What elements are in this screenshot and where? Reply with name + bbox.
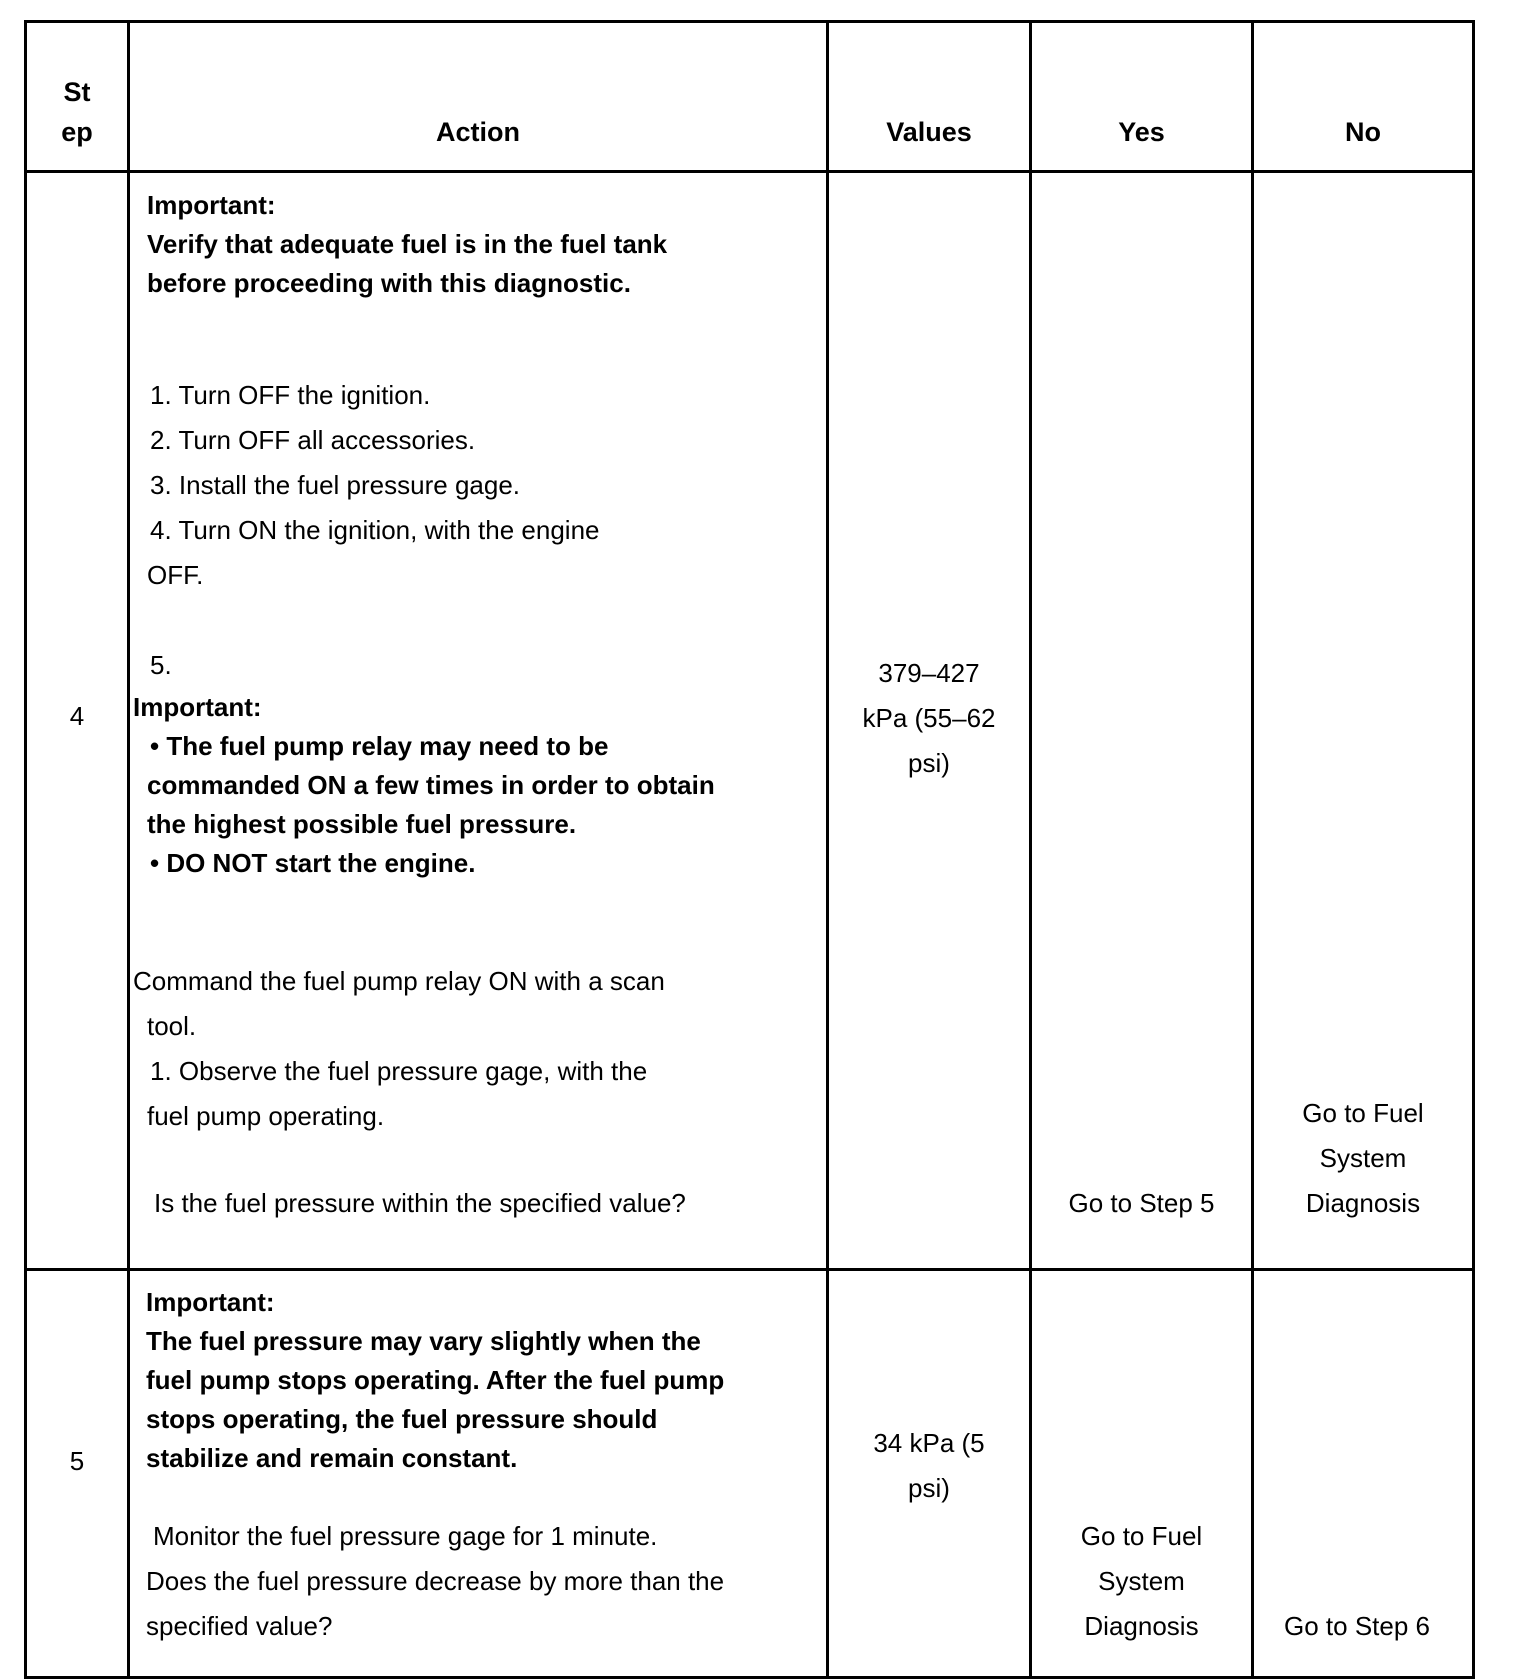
- values-cell: [828, 1270, 1031, 1678]
- procedure-step-number: 5.: [150, 650, 172, 680]
- no-cell: [1253, 172, 1474, 1270]
- header-action: Action: [129, 22, 828, 172]
- important-label: Important:: [146, 1287, 275, 1317]
- command-text-cont: tool.: [147, 1011, 197, 1041]
- yes-action-line: Diagnosis: [1084, 1611, 1199, 1641]
- value-line: 34 kPa (5: [873, 1428, 985, 1458]
- procedure-step: 3. Install the fuel pressure gage.: [150, 470, 521, 500]
- no-action-line: Diagnosis: [1305, 1188, 1421, 1218]
- values-cell: [828, 172, 1031, 1270]
- no-cell: [1253, 1270, 1474, 1678]
- command-text: Command the fuel pump relay ON with a scan: [133, 966, 665, 996]
- important-bullet: • The fuel pump relay may need to be: [150, 731, 609, 761]
- no-action-line: Go to Fuel: [1302, 1098, 1424, 1128]
- step-number: 5: [69, 1446, 85, 1476]
- important-text-line: stops operating, the fuel pressure should: [146, 1404, 658, 1434]
- value-line: psi): [908, 1473, 950, 1503]
- header-values: Values: [828, 22, 1031, 172]
- step-number: 4: [69, 701, 85, 731]
- important-text-line: fuel pump stops operating. After the fuel pump: [146, 1365, 725, 1395]
- important-text-line: before proceeding with this diagnostic.: [147, 268, 631, 298]
- important-label: Important:: [147, 190, 276, 220]
- value-line: kPa (55–62: [862, 703, 996, 733]
- question-text: Does the fuel pressure decrease by more than the: [146, 1566, 725, 1596]
- procedure-step: 1. Turn OFF the ignition.: [150, 380, 431, 410]
- value-line: 379–427: [878, 658, 980, 688]
- diagnostic-table: [24, 20, 1475, 1679]
- yes-action-line: System: [1098, 1566, 1185, 1596]
- header-yes: Yes: [1031, 22, 1253, 172]
- yes-cell: [1031, 172, 1253, 1270]
- procedure-step: 1. Observe the fuel pressure gage, with the: [150, 1056, 648, 1086]
- question-text: Is the fuel pressure within the specified value?: [154, 1188, 686, 1218]
- no-action-link: Go to Step 6: [1284, 1611, 1430, 1641]
- important-bullet: • DO NOT start the engine.: [150, 848, 476, 878]
- yes-action-line: Go to Fuel: [1080, 1521, 1203, 1551]
- important-text-line: Verify that adequate fuel is in the fuel tank: [147, 229, 668, 259]
- action-cell: [129, 1270, 828, 1678]
- action-cell: [129, 172, 828, 1270]
- procedure-step: 4. Turn ON the ignition, with the engine: [150, 515, 600, 545]
- table-row-step-5: [26, 1270, 1474, 1678]
- yes-action-link: Go to Step 5: [1068, 1188, 1215, 1218]
- no-action-line: System: [1319, 1143, 1407, 1173]
- step-cell: [26, 172, 129, 1270]
- important-text-line: stabilize and remain constant.: [146, 1443, 518, 1473]
- question-text-cont: specified value?: [146, 1611, 333, 1641]
- procedure-step: 2. Turn OFF all accessories.: [150, 425, 476, 455]
- procedure-step-cont: OFF.: [147, 560, 204, 590]
- important-label: Important:: [133, 692, 262, 722]
- step-cell: [26, 1270, 129, 1678]
- header-step: [26, 22, 129, 172]
- header-row: [26, 22, 1474, 172]
- important-text-line: The fuel pressure may vary slightly when the: [146, 1326, 701, 1356]
- value-line: psi): [908, 748, 950, 778]
- header-no: No: [1253, 22, 1474, 172]
- header-step-text: St ep: [61, 77, 93, 147]
- important-bullet-cont: commanded ON a few times in order to obtain: [147, 770, 715, 800]
- table-row-step-4: [26, 172, 1474, 1270]
- yes-cell: [1031, 1270, 1253, 1678]
- important-bullet-cont: the highest possible fuel pressure.: [147, 809, 577, 839]
- instruction-text: Monitor the fuel pressure gage for 1 minute.: [153, 1521, 658, 1551]
- procedure-step-cont: fuel pump operating.: [147, 1101, 385, 1131]
